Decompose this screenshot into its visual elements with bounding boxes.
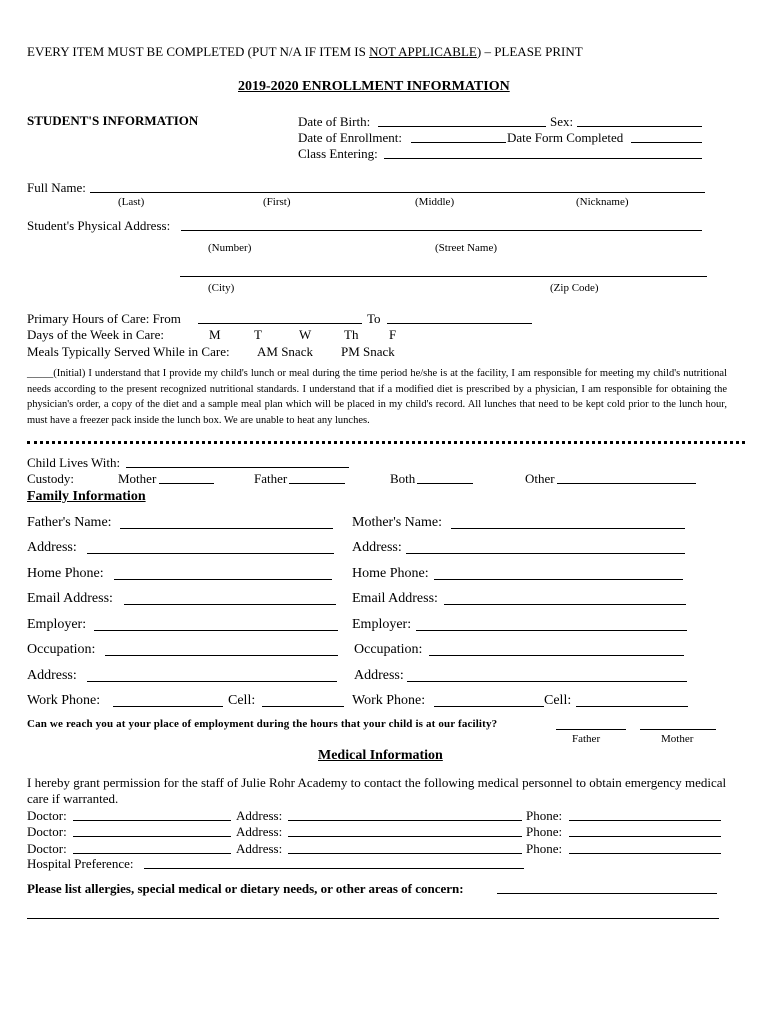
sex-label: Sex: — [550, 114, 574, 129]
doctor1-phone-field[interactable] — [569, 820, 721, 821]
custody-both-field[interactable] — [417, 483, 473, 484]
address-city-caption: (City) — [208, 282, 235, 294]
mother-employer-field[interactable] — [416, 630, 687, 631]
dotted-divider — [27, 441, 745, 444]
custody-father-label: Father — [254, 471, 288, 486]
custody-other-field[interactable] — [557, 483, 696, 484]
lunch-statement — [27, 366, 727, 428]
hours-to-label: To — [367, 311, 381, 326]
mother-occupation-label: Occupation: — [354, 642, 423, 657]
day-monday[interactable]: M — [209, 327, 221, 342]
initial-blank[interactable]: _____ — [27, 368, 54, 379]
mother-home-phone-field[interactable] — [434, 579, 683, 580]
meals-label: Meals Typically Served While in Care: — [27, 344, 230, 359]
medical-permission: I hereby grant permission for the staff of Julie Rohr Academy to contact the following medical personnel to obtain emergency medical care if warranted. — [27, 775, 727, 806]
physical-address-label: Student's Physical Address: — [27, 218, 171, 233]
mother-address-label: Address: — [352, 540, 402, 555]
mother-home-phone-label: Home Phone: — [352, 566, 429, 581]
student-section-label: STUDENT'S INFORMATION — [27, 113, 199, 128]
mother-employer-label: Employer: — [352, 617, 412, 632]
mother-name-label: Mother's Name: — [352, 515, 443, 530]
allergies-label: Please list allergies, special medical or dietary needs, or other areas of concern: — [27, 881, 464, 896]
class-entering-field[interactable] — [384, 158, 702, 159]
hours-label: Primary Hours of Care: From — [27, 311, 181, 326]
doctor1-address-field[interactable] — [288, 820, 522, 821]
doctor2-phone-field[interactable] — [569, 836, 721, 837]
instruction-underlined: NOT APPLICABLE — [369, 44, 477, 59]
father-employer-label: Employer: — [27, 617, 87, 632]
days-label: Days of the Week in Care: — [27, 327, 164, 342]
doctor2-phone-label: Phone: — [526, 824, 563, 839]
name-nickname-caption: (Nickname) — [576, 196, 629, 208]
dob-field[interactable] — [378, 126, 546, 127]
doctor2-field[interactable] — [73, 836, 231, 837]
doctor1-field[interactable] — [73, 820, 231, 821]
doctor1-phone-label: Phone: — [526, 808, 563, 823]
form-completed-label: Date Form Completed — [507, 130, 624, 145]
address-number-caption: (Number) — [208, 242, 252, 254]
reach-father-field[interactable] — [556, 729, 626, 730]
custody-both-label: Both — [390, 471, 416, 486]
mother-name-field[interactable] — [451, 528, 685, 529]
name-last-caption: (Last) — [118, 196, 145, 208]
custody-other-label: Other — [525, 471, 555, 486]
custody-father-field[interactable] — [289, 483, 345, 484]
allergies-field-line2[interactable] — [27, 918, 719, 919]
doctor3-field[interactable] — [73, 853, 231, 854]
mother-email-label: Email Address: — [352, 591, 438, 606]
mother-work-phone-field[interactable] — [434, 706, 544, 707]
mother-address2-field[interactable] — [407, 681, 687, 682]
father-email-field[interactable] — [124, 604, 336, 605]
day-wednesday[interactable]: W — [299, 327, 312, 342]
name-first-caption: (First) — [263, 196, 291, 208]
father-cell-field[interactable] — [262, 706, 344, 707]
father-address-label: Address: — [27, 540, 77, 555]
father-occupation-field[interactable] — [105, 655, 338, 656]
reach-father-caption: Father — [572, 733, 601, 745]
day-thursday[interactable]: Th — [344, 327, 359, 342]
day-friday[interactable]: F — [389, 327, 397, 342]
name-middle-caption: (Middle) — [415, 196, 455, 208]
meal-am-snack[interactable]: AM Snack — [257, 344, 313, 359]
mother-email-field[interactable] — [444, 604, 686, 605]
address-zip-caption: (Zip Code) — [550, 282, 599, 294]
physical-address-field[interactable] — [181, 230, 702, 231]
father-home-phone-field[interactable] — [114, 579, 332, 580]
custody-mother-label: Mother — [118, 471, 157, 486]
reach-question: Can we reach you at your place of employment during the hours that your child is at our facility? — [27, 718, 498, 730]
custody-label: Custody: — [27, 471, 74, 486]
father-cell-label: Cell: — [228, 693, 256, 708]
sex-field[interactable] — [577, 126, 702, 127]
mother-address-field[interactable] — [406, 553, 685, 554]
enrollment-date-field[interactable] — [411, 142, 506, 143]
lives-with-label: Child Lives With: — [27, 455, 121, 470]
doctor2-label: Doctor: — [27, 824, 67, 839]
father-work-phone-field[interactable] — [113, 706, 223, 707]
reach-mother-field[interactable] — [640, 729, 716, 730]
enrollment-date-label: Date of Enrollment: — [298, 130, 402, 145]
form-title: 2019-2020 ENROLLMENT INFORMATION — [238, 79, 510, 94]
form-completed-field[interactable] — [631, 142, 702, 143]
day-tuesday[interactable]: T — [254, 327, 262, 342]
doctor3-label: Doctor: — [27, 841, 67, 856]
mother-cell-field[interactable] — [576, 706, 688, 707]
class-entering-label: Class Entering: — [298, 146, 378, 161]
hospital-field[interactable] — [144, 868, 524, 869]
hours-to-field[interactable] — [387, 323, 532, 324]
address-street-caption: (Street Name) — [435, 242, 497, 254]
mother-work-phone-label: Work Phone: — [352, 693, 426, 708]
family-heading: Family Information — [27, 489, 146, 504]
mother-address2-label: Address: — [354, 668, 404, 683]
hospital-label: Hospital Preference: — [27, 856, 134, 871]
father-name-label: Father's Name: — [27, 515, 112, 530]
father-address2-label: Address: — [27, 668, 77, 683]
doctor3-phone-field[interactable] — [569, 853, 721, 854]
father-work-phone-label: Work Phone: — [27, 693, 101, 708]
custody-mother-field[interactable] — [159, 483, 214, 484]
instruction-suffix: ) – PLEASE PRINT — [476, 44, 583, 59]
doctor2-address-field[interactable] — [288, 836, 522, 837]
doctor3-address-field[interactable] — [288, 853, 522, 854]
dob-label: Date of Birth: — [298, 114, 371, 129]
mother-cell-label: Cell: — [544, 693, 572, 708]
instruction-prefix: EVERY ITEM MUST BE COMPLETED (PUT N/A IF ITEM IS — [27, 44, 370, 59]
mother-occupation-field[interactable] — [429, 655, 684, 656]
doctor3-address-label: Address: — [236, 841, 283, 856]
lunch-statement-text: (Initial) I understand that I provide my child's lunch or meal during the time period he/she is at the facility, I am responsible for meeting my child's nutritional needs according to the present recognized nutritional standards. I understand that if a modified diet is prescribed by a physician, I am responsible for obtaining the physician's order, a copy of the diet and a sample meal plan which will be placed in my child's record. All lunches that need to be kept cold prior to the lunch hour, must have a freezer pack inside the lunch box. We are unable to heat any lunches. — [27, 368, 727, 426]
hours-from-field[interactable] — [198, 323, 362, 324]
doctor2-address-label: Address: — [236, 824, 283, 839]
father-address2-field[interactable] — [87, 681, 337, 682]
father-email-label: Email Address: — [27, 591, 113, 606]
full-name-label: Full Name: — [27, 180, 86, 195]
father-occupation-label: Occupation: — [27, 642, 96, 657]
father-name-field[interactable] — [120, 528, 333, 529]
doctor3-phone-label: Phone: — [526, 841, 563, 856]
doctor1-label: Doctor: — [27, 808, 67, 823]
lives-with-field[interactable] — [126, 467, 349, 468]
doctor1-address-label: Address: — [236, 808, 283, 823]
allergies-field[interactable] — [497, 893, 717, 894]
city-zip-field[interactable] — [180, 276, 707, 277]
medical-heading: Medical Information — [318, 748, 443, 763]
instruction-line — [27, 45, 583, 58]
father-home-phone-label: Home Phone: — [27, 566, 104, 581]
full-name-field[interactable] — [90, 192, 705, 193]
father-address-field[interactable] — [87, 553, 334, 554]
reach-mother-caption: Mother — [661, 733, 694, 745]
father-employer-field[interactable] — [94, 630, 338, 631]
meal-pm-snack[interactable]: PM Snack — [341, 344, 395, 359]
